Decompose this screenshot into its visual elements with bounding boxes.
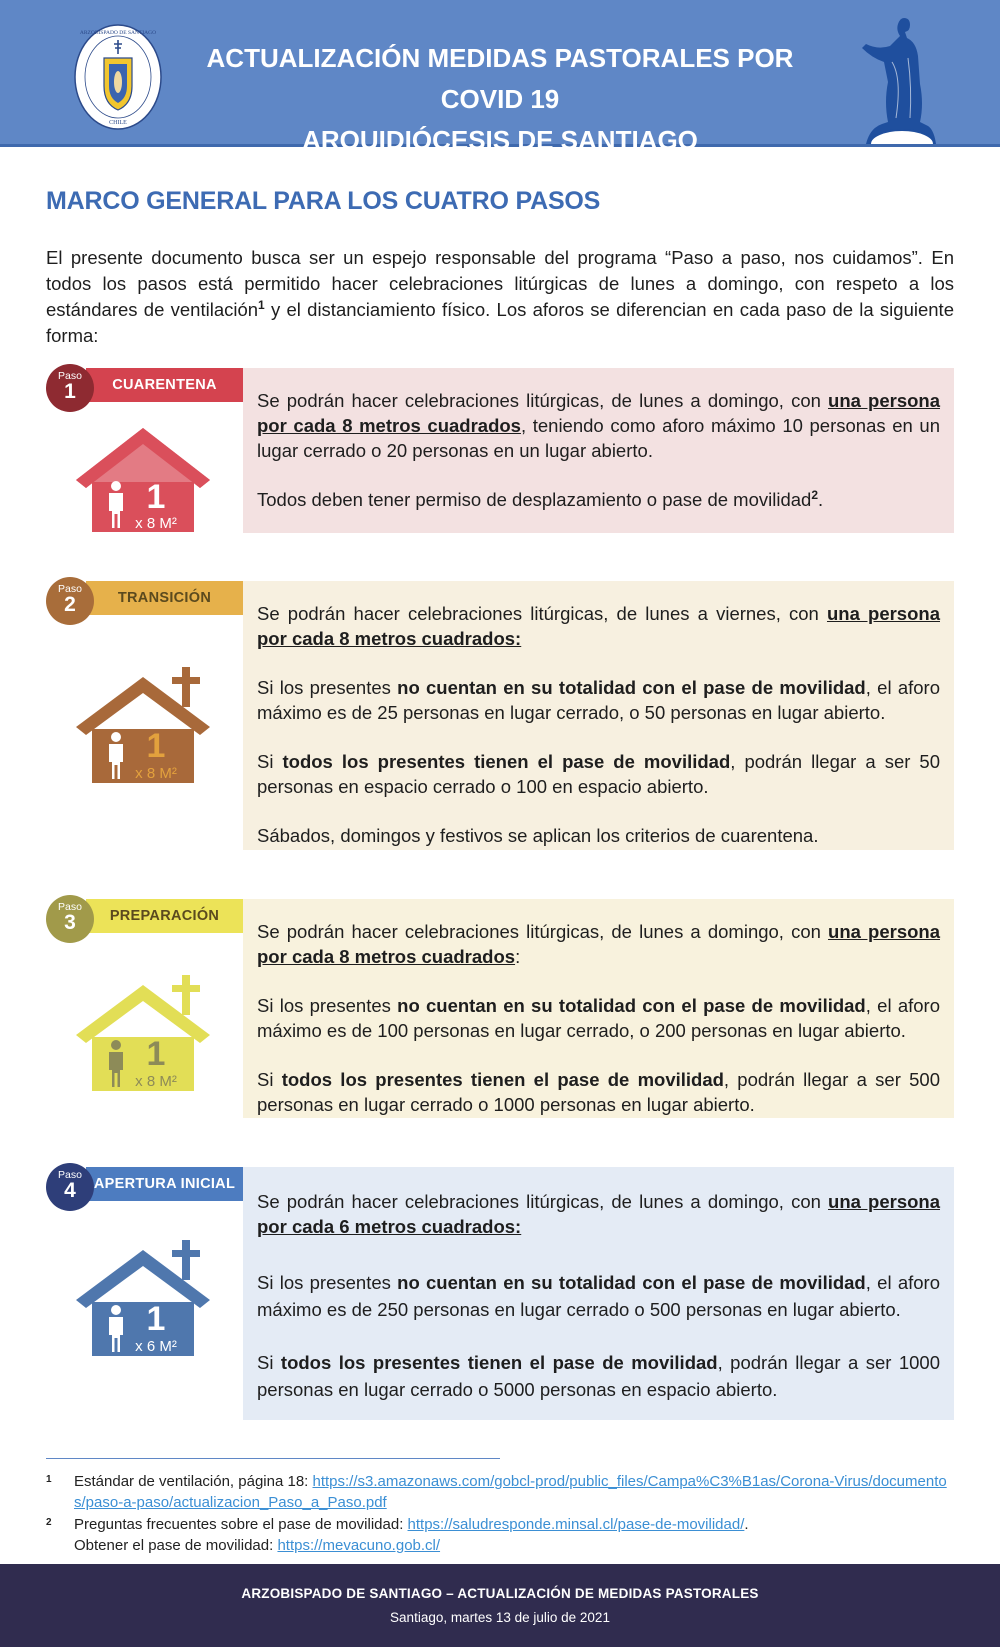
text-span: Si bbox=[257, 751, 283, 772]
step-2-paragraph-1 bbox=[257, 601, 940, 651]
step-2-transicion bbox=[46, 581, 954, 850]
step-4-paso-label: Paso bbox=[58, 1169, 82, 1181]
footer bbox=[0, 1564, 1000, 1647]
text-span: Se podrán hacer celebraciones litúrgicas, de lunes a domingo, con bbox=[257, 921, 829, 942]
step-2-paso-label: Paso bbox=[58, 583, 82, 595]
step-1-house-count: 1 bbox=[146, 478, 166, 516]
header-title bbox=[170, 38, 830, 161]
step-1-number: 1 bbox=[64, 380, 76, 403]
footnote-1-text: Estándar de ventilación, página 18: bbox=[74, 1473, 313, 1490]
step-3-paragraph-2 bbox=[257, 993, 940, 1043]
intro-text-a: El presente documento busca ser un espejo responsable del programa “Paso a paso, nos cuidamos”. En todos los pasos está permitido hacer celebraciones litúrgicas de lunes a domingo, con respeto a los estándares de ventilación bbox=[46, 247, 954, 320]
step-4-tag: APERTURA INICIAL bbox=[86, 1167, 243, 1201]
step-2-paragraph-2 bbox=[257, 675, 940, 725]
text-emphasis: una persona por cada 8 metros cuadrados: bbox=[257, 603, 940, 649]
footnote-2 bbox=[46, 1514, 954, 1556]
text-span: Si los presentes bbox=[257, 1272, 398, 1293]
footnote-ref-1[interactable]: 1 bbox=[258, 297, 265, 312]
footnote-divider bbox=[46, 1458, 500, 1459]
step-4-house-count: 1 bbox=[146, 1300, 166, 1338]
text-span: Si los presentes bbox=[257, 995, 398, 1016]
step-3-house-unit: x 8 M² bbox=[135, 1073, 177, 1090]
step-1-tag: CUARENTENA bbox=[86, 368, 243, 402]
step-1-badge bbox=[46, 364, 94, 412]
step-2-paragraph-4: Sábados, domingos y festivos se aplican los criterios de cuarentena. bbox=[257, 825, 819, 846]
step-2-badge bbox=[46, 577, 94, 625]
house-with-cross-icon bbox=[72, 667, 214, 797]
seal-bottom-text: CHILE bbox=[109, 120, 127, 126]
footnotes bbox=[46, 1471, 954, 1557]
text-bold: no cuentan en su totalidad con el pase de movilidad bbox=[397, 1272, 866, 1293]
step-4-house-unit: x 6 M² bbox=[135, 1338, 177, 1355]
step-4-paragraph-3 bbox=[257, 1349, 940, 1403]
step-1-paragraph-1 bbox=[257, 388, 940, 463]
text-bold: no cuentan en su totalidad con el pase de movilidad bbox=[397, 677, 866, 698]
text-span: Se podrán hacer celebraciones litúrgicas, de lunes a domingo, con bbox=[257, 1191, 829, 1212]
step-3-preparacion bbox=[46, 899, 954, 1118]
text-span: Si bbox=[257, 1069, 282, 1090]
text-span: Se podrán hacer celebraciones litúrgicas, de lunes a viernes, con bbox=[257, 603, 827, 624]
footnote-2-period: . bbox=[744, 1516, 749, 1533]
header-band bbox=[0, 0, 1000, 155]
seal-top-text: ARZOBISPADO DE SANTIAGO bbox=[79, 30, 157, 36]
virgin-statue-icon bbox=[858, 18, 946, 144]
footnote-1 bbox=[46, 1471, 954, 1513]
step-3-paragraph-3 bbox=[257, 1067, 940, 1117]
step-2-house-unit: x 8 M² bbox=[135, 765, 177, 782]
text-span: Si bbox=[257, 1352, 281, 1373]
section-title: MARCO GENERAL PARA LOS CUATRO PASOS bbox=[46, 187, 601, 215]
step-2-number: 2 bbox=[64, 593, 76, 616]
step-3-paragraph-1 bbox=[257, 919, 940, 969]
footnote-2-text: Preguntas frecuentes sobre el pase de movilidad: bbox=[74, 1516, 408, 1533]
text-span: , podrán llegar a ser 1000 personas en lugar cerrado o 5000 personas en espacio abierto. bbox=[257, 1352, 940, 1400]
step-3-number: 3 bbox=[64, 911, 76, 934]
footnote-2-text-2: Obtener el pase de movilidad: bbox=[74, 1537, 278, 1554]
text-span: Todos deben tener permiso de desplazamiento o pase de movilidad bbox=[257, 489, 812, 510]
step-3-text bbox=[257, 919, 940, 1141]
text-span: , podrán llegar a ser 50 personas en espacio cerrado o 100 en espacio abierto. bbox=[257, 751, 941, 797]
step-3-house-count: 1 bbox=[146, 1035, 166, 1073]
step-1-house-unit: x 8 M² bbox=[135, 515, 177, 532]
house-with-cross-icon bbox=[72, 975, 214, 1105]
text-emphasis: una persona por cada 6 metros cuadrados: bbox=[257, 1191, 940, 1237]
step-1-cuarentena bbox=[46, 368, 954, 533]
step-1-paso-label: Paso bbox=[58, 370, 82, 382]
mevacuno-link[interactable]: https://mevacuno.gob.cl/ bbox=[277, 1537, 441, 1554]
house-icon bbox=[72, 422, 214, 552]
header-title-line-1: ACTUALIZACIÓN MEDIDAS PASTORALES POR COVID 19 bbox=[206, 43, 794, 114]
ventilation-standard-link[interactable]: https://s3.amazonaws.com/gobcl-prod/public_files/Campa%C3%B1as/Corona-Virus/documentos/paso-a-paso/actualizacion_Paso_a_Paso.pdf bbox=[74, 1473, 947, 1511]
text-span: Se podrán hacer celebraciones litúrgicas, de lunes a domingo, con bbox=[257, 390, 829, 411]
step-3-paso-label: Paso bbox=[58, 901, 82, 913]
text-span: . bbox=[818, 489, 824, 510]
step-2-tag: TRANSICIÓN bbox=[86, 581, 243, 615]
step-3-tag: PREPARACIÓN bbox=[86, 899, 243, 933]
footnote-1-number: 1 bbox=[46, 1474, 52, 1485]
step-4-apertura-inicial bbox=[46, 1167, 954, 1420]
step-4-text bbox=[257, 1189, 940, 1427]
text-span: , teniendo como aforo máximo 10 personas en un lugar cerrado o 20 personas en un lugar abierto. bbox=[257, 415, 941, 461]
text-span: Si los presentes bbox=[257, 677, 398, 698]
text-span: , el aforo máximo es de 250 personas en lugar cerrado o 500 personas en lugar abierto. bbox=[257, 1272, 940, 1320]
text-emphasis: una persona por cada 8 metros cuadrados bbox=[257, 921, 940, 967]
footer-title: ARZOBISPADO DE SANTIAGO – ACTUALIZACIÓN DE MEDIDAS PASTORALES bbox=[241, 1586, 759, 1601]
step-1-paragraph-2 bbox=[257, 487, 940, 512]
text-span: , el aforo máximo es de 100 personas en lugar cerrado, o 200 personas en lugar abierto. bbox=[257, 995, 940, 1041]
intro-paragraph bbox=[46, 245, 954, 349]
text-span: , podrán llegar a ser 500 personas en lugar cerrado o 1000 personas en lugar abierto. bbox=[257, 1069, 940, 1115]
pase-movilidad-faq-link[interactable]: https://saludresponde.minsal.cl/pase-de-movilidad/ bbox=[407, 1516, 745, 1533]
text-bold: todos los presentes tienen el pase de movilidad bbox=[280, 1352, 718, 1373]
step-1-text bbox=[257, 388, 940, 536]
text-bold: todos los presentes tienen el pase de movilidad bbox=[281, 1069, 724, 1090]
footnote-2-number: 2 bbox=[46, 1517, 52, 1528]
text-emphasis: una persona por cada 8 metros cuadrados bbox=[257, 390, 940, 436]
intro-text-b: y el distanciamiento físico. Los aforos se diferencian en cada paso de la siguiente forma: bbox=[46, 299, 954, 346]
step-4-paragraph-2 bbox=[257, 1269, 940, 1323]
text-bold: todos los presentes tienen el pase de movilidad bbox=[282, 751, 731, 772]
footnote-ref-2[interactable]: 2 bbox=[811, 487, 819, 502]
archdiocese-seal-logo bbox=[74, 24, 162, 130]
step-4-paragraph-1 bbox=[257, 1189, 940, 1239]
text-span: : bbox=[515, 946, 521, 967]
text-bold: no cuentan en su totalidad con el pase de movilidad bbox=[397, 995, 866, 1016]
house-with-cross-icon bbox=[72, 1240, 214, 1370]
step-4-badge bbox=[46, 1163, 94, 1211]
step-2-paragraph-3 bbox=[257, 749, 940, 799]
step-2-house-count: 1 bbox=[146, 727, 166, 765]
step-4-number: 4 bbox=[64, 1179, 76, 1202]
footer-date: Santiago, martes 13 de julio de 2021 bbox=[390, 1610, 610, 1625]
step-3-badge bbox=[46, 895, 94, 943]
text-span: , el aforo máximo es de 25 personas en lugar cerrado, o 50 personas en lugar abierto. bbox=[257, 677, 940, 723]
step-2-text bbox=[257, 601, 940, 872]
header-title-line-2: ARQUIDIÓCESIS DE SANTIAGO bbox=[302, 125, 698, 155]
